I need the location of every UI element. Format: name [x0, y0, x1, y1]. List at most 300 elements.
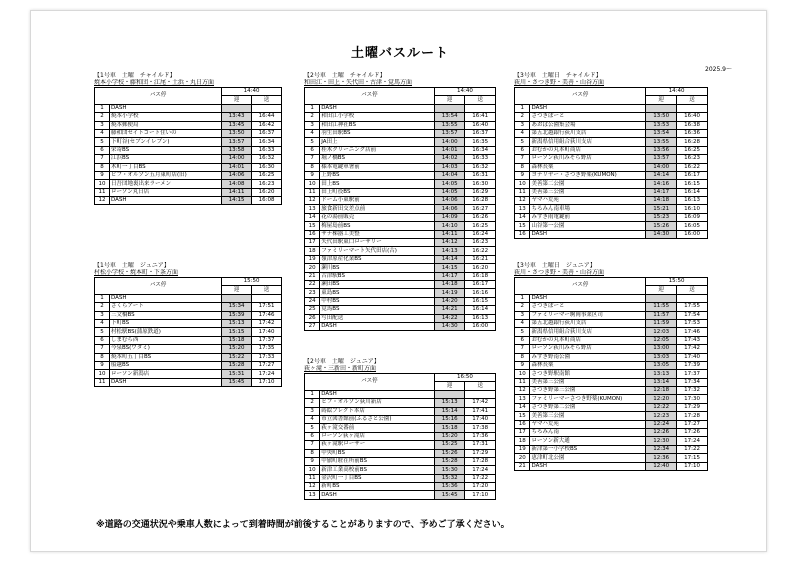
- timing-header: 15:50: [646, 278, 708, 286]
- stop-number: 16: [515, 420, 530, 428]
- stop-column-header: バス停: [95, 278, 222, 295]
- stop-number: 1: [515, 104, 530, 112]
- stop-name: 木町一丁目BS: [109, 163, 221, 171]
- arrive-time: 15:39: [222, 311, 252, 319]
- send-time: 17:29: [677, 403, 708, 411]
- arrive-time: 15:28: [434, 457, 465, 465]
- arrive-time: 13:57: [646, 155, 677, 163]
- stop-row: [305, 474, 496, 482]
- route-title: 【1号車 土曜 ジュニア】: [94, 262, 170, 269]
- stop-name: 中央町BS: [320, 449, 435, 457]
- send-time: 17:40: [465, 415, 496, 423]
- send-time: 16:00: [465, 322, 496, 330]
- stop-name: さつきぽーと: [530, 303, 646, 311]
- stop-number: 12: [305, 483, 320, 491]
- send-time: 17:40: [677, 353, 708, 361]
- stop-number: 9: [95, 171, 110, 179]
- send-time: 16:32: [465, 163, 496, 171]
- arrive-time: 15:26: [434, 449, 465, 457]
- stop-name: DASH: [109, 197, 221, 205]
- route-table: [514, 87, 708, 239]
- stop-number: 11: [515, 188, 530, 196]
- stop-number: 3: [95, 121, 110, 129]
- route-title: 【1号車 土曜 チャイルド】: [94, 72, 176, 79]
- send-time: 16:30: [465, 180, 496, 188]
- arrive-time: 14:01: [222, 163, 252, 171]
- stop-row: [515, 403, 708, 411]
- stop-row: [515, 138, 708, 146]
- stop-name: あおば公園集会場: [530, 121, 646, 129]
- arrive-time: 13:57: [222, 138, 252, 146]
- send-time: 16:32: [252, 155, 282, 163]
- arrive-time: 13:54: [646, 129, 677, 137]
- arrive-time: 13:14: [646, 378, 677, 386]
- stop-row: [95, 121, 282, 129]
- arrive-time: 13:00: [646, 345, 677, 353]
- stop-number: 5: [515, 138, 530, 146]
- stop-name: DASH: [109, 378, 221, 386]
- send-time: 16:20: [252, 188, 282, 196]
- stop-name: 荻ヶ滝駅ローザー: [320, 441, 435, 449]
- arrive-time: 12:26: [646, 429, 677, 437]
- send-time: 17:24: [252, 370, 282, 378]
- stop-row: [305, 171, 496, 179]
- stop-name: ヒフ・オルゾン荻川新店: [320, 399, 435, 407]
- arrive-header: 迎: [222, 286, 252, 294]
- send-time: 16:14: [465, 306, 496, 314]
- stop-number: 16: [515, 230, 530, 238]
- stop-row: [305, 180, 496, 188]
- arrive-time: 13:54: [434, 113, 465, 121]
- send-time: 16:33: [252, 146, 282, 154]
- stop-name: DASH: [530, 230, 646, 238]
- stop-row: [95, 146, 282, 154]
- stop-number: 11: [95, 378, 110, 386]
- arrive-time: 14:18: [434, 280, 465, 288]
- stop-name: 栄寄BS: [109, 146, 221, 154]
- stop-name: 江浜BS: [109, 155, 221, 163]
- stop-number: 2: [305, 113, 320, 121]
- route-title: 【3号車 土曜日 ジュニア】: [514, 262, 596, 269]
- send-time: 16:27: [465, 205, 496, 213]
- send-time: 16:38: [677, 121, 708, 129]
- stop-number: 9: [95, 361, 110, 369]
- send-header: 送: [465, 382, 496, 390]
- stop-name: 花の湯前販売: [320, 213, 435, 221]
- arrive-time: 15:28: [222, 361, 252, 369]
- arrive-time: 14:03: [434, 163, 465, 171]
- stop-number: 15: [305, 222, 320, 230]
- stop-number: 17: [515, 429, 530, 437]
- route-block-1: [94, 72, 282, 205]
- send-time: 17:42: [677, 345, 708, 353]
- stop-number: 9: [515, 361, 530, 369]
- stop-row: [515, 353, 708, 361]
- arrive-time: 12:40: [646, 462, 677, 470]
- stop-row: [515, 336, 708, 344]
- stop-name: 旅食新田交差点前: [320, 205, 435, 213]
- send-time: [252, 104, 282, 112]
- stop-row: [305, 289, 496, 297]
- send-time: 17:38: [465, 424, 496, 432]
- arrive-time: 12:24: [646, 420, 677, 428]
- send-time: 17:27: [677, 420, 708, 428]
- stop-number: 5: [95, 328, 110, 336]
- stop-row: [95, 345, 282, 353]
- stop-row: [95, 113, 282, 121]
- route-table: [514, 277, 708, 471]
- stop-row: [515, 113, 708, 121]
- arrive-time: 14:15: [434, 264, 465, 272]
- send-time: 16:05: [677, 222, 708, 230]
- arrive-time: 13:45: [222, 121, 252, 129]
- arrive-time: 15:31: [222, 370, 252, 378]
- stop-number: 18: [305, 247, 320, 255]
- arrive-time: 14:05: [434, 180, 465, 188]
- stop-number: 10: [95, 370, 110, 378]
- send-time: 16:28: [677, 138, 708, 146]
- stop-name: さつき野第二公園: [530, 403, 646, 411]
- arrive-time: 12:22: [646, 403, 677, 411]
- stop-number: 3: [305, 121, 320, 129]
- arrive-time: 14:22: [434, 314, 465, 322]
- arrive-time: 14:17: [434, 272, 465, 280]
- arrive-time: 15:14: [434, 407, 465, 415]
- route-table: [94, 87, 282, 205]
- arrive-time: [434, 104, 465, 112]
- send-time: 16:17: [465, 280, 496, 288]
- stop-row: [95, 336, 282, 344]
- arrive-time: 13:53: [646, 121, 677, 129]
- arrive-time: [646, 104, 677, 112]
- send-time: 16:09: [677, 213, 708, 221]
- stop-number: 5: [515, 328, 530, 336]
- page-title: 土曜バスルート: [350, 46, 449, 61]
- stop-number: 15: [515, 222, 530, 230]
- stop-number: 11: [95, 188, 110, 196]
- route-block-4: [94, 262, 282, 387]
- stop-number: 3: [95, 311, 110, 319]
- stop-row: [515, 129, 708, 137]
- route-area: 荻川・さつき野・美善・山谷方面: [514, 269, 605, 276]
- stop-name: 下町BS: [109, 319, 221, 327]
- stop-name: 瀬田BS: [320, 280, 435, 288]
- stop-number: 5: [305, 138, 320, 146]
- stop-number: 1: [515, 294, 530, 302]
- stop-row: [305, 213, 496, 221]
- timing-header: 16:50: [434, 374, 495, 382]
- send-time: 16:33: [465, 155, 496, 163]
- send-time: 16:35: [465, 138, 496, 146]
- send-time: 17:46: [252, 311, 282, 319]
- stop-name: 中旅町駐在所前BS: [320, 457, 435, 465]
- stop-number: 6: [305, 432, 320, 440]
- timing-header: 14:40: [434, 88, 495, 96]
- stop-name: 上野BS: [320, 171, 435, 179]
- stop-row: [515, 213, 708, 221]
- stop-number: 2: [515, 303, 530, 311]
- stop-row: [95, 138, 282, 146]
- stop-row: [305, 264, 496, 272]
- send-time: 16:37: [465, 129, 496, 137]
- arrive-time: 15:36: [434, 483, 465, 491]
- arrive-time: 14:00: [646, 163, 677, 171]
- stop-name: 村松駅BS(蒲原鉄道): [109, 328, 221, 336]
- stop-number: 7: [305, 155, 320, 163]
- send-time: 17:22: [465, 474, 496, 482]
- stop-number: 6: [305, 146, 320, 154]
- stop-name: 新津工業高校前BS: [320, 466, 435, 474]
- stop-number: 2: [515, 113, 530, 121]
- arrive-time: [434, 390, 465, 398]
- arrive-time: 14:06: [222, 171, 252, 179]
- stop-row: [515, 462, 708, 470]
- stop-row: [305, 197, 496, 205]
- stop-name: しまむら西: [109, 336, 221, 344]
- arrive-time: 14:30: [646, 230, 677, 238]
- arrive-time: 13:50: [222, 129, 252, 137]
- route-table: [304, 87, 496, 331]
- stop-row: [305, 113, 496, 121]
- stop-name: みずき野南公園: [530, 353, 646, 361]
- send-time: 16:18: [465, 272, 496, 280]
- arrive-time: 14:21: [434, 306, 465, 314]
- arrive-time: 13:13: [646, 370, 677, 378]
- arrive-time: 13:56: [646, 146, 677, 154]
- stop-name: 中村BS: [320, 297, 435, 305]
- stop-name: ビフ・オルゾン五月東町店(旧): [109, 171, 221, 179]
- stop-row: [515, 445, 708, 453]
- stop-name: ザナ梯器工美整: [320, 230, 435, 238]
- send-time: 17:55: [677, 303, 708, 311]
- stop-name: ちろみん南車場: [530, 205, 646, 213]
- stop-row: [95, 294, 282, 302]
- send-time: 16:22: [677, 163, 708, 171]
- stop-name: ローソン荻川みそら野店: [530, 345, 646, 353]
- route-block-6: [514, 262, 708, 471]
- stop-name: 焼本小学校: [109, 113, 221, 121]
- stop-row: [305, 297, 496, 305]
- stop-name: 荻ヶ滝交番前: [320, 424, 435, 432]
- arrive-time: 15:13: [434, 399, 465, 407]
- stop-row: [95, 370, 282, 378]
- stop-number: 6: [515, 146, 530, 154]
- stop-name: DASH: [109, 294, 221, 302]
- stop-row: [515, 197, 708, 205]
- send-header: 送: [252, 96, 282, 104]
- stop-row: [305, 146, 496, 154]
- stop-number: 12: [305, 197, 320, 205]
- send-time: 17:32: [677, 387, 708, 395]
- stop-number: 25: [305, 306, 320, 314]
- stop-number: 19: [515, 445, 530, 453]
- stop-name: 嶺津原産化業BS: [320, 255, 435, 263]
- stop-row: [515, 311, 708, 319]
- stop-row: [305, 322, 496, 330]
- stop-name: 藤和団セイトコート住いの: [109, 129, 221, 137]
- arrive-time: 15:25: [434, 441, 465, 449]
- stop-number: 10: [515, 370, 530, 378]
- send-time: 17:31: [465, 441, 496, 449]
- send-time: 16:42: [252, 121, 282, 129]
- arrive-time: 13:50: [646, 113, 677, 121]
- stop-name: 金沢町一丁目BS: [320, 474, 435, 482]
- arrive-time: 15:18: [222, 336, 252, 344]
- send-time: 16:15: [677, 180, 708, 188]
- stop-name: 梅屋島前BS: [320, 222, 435, 230]
- send-time: 16:13: [677, 197, 708, 205]
- send-time: 17:24: [677, 437, 708, 445]
- stop-row: [515, 328, 708, 336]
- arrive-header: 迎: [222, 96, 252, 104]
- send-time: 17:54: [677, 311, 708, 319]
- send-time: 17:28: [677, 412, 708, 420]
- stop-name: ヨナリヤー・さつき野薬(KUMON): [530, 171, 646, 179]
- stop-row: [515, 205, 708, 213]
- arrive-time: 14:08: [222, 180, 252, 188]
- stop-number: 6: [515, 336, 530, 344]
- stop-name: ちろみん南: [530, 429, 646, 437]
- arrive-time: 14:12: [434, 239, 465, 247]
- send-time: 17:10: [465, 491, 496, 499]
- stop-number: 1: [95, 294, 110, 302]
- stop-row: [515, 294, 708, 302]
- stop-number: 21: [515, 462, 530, 470]
- stop-name: DASH: [109, 104, 221, 112]
- stop-number: 10: [305, 466, 320, 474]
- stop-row: [305, 272, 496, 280]
- timing-header: 14:40: [646, 88, 708, 96]
- stop-name: 第五北越銀行荻川支店: [530, 129, 646, 137]
- arrive-time: 14:19: [434, 289, 465, 297]
- stop-number: 13: [515, 395, 530, 403]
- stop-number: 3: [305, 407, 320, 415]
- stop-row: [305, 188, 496, 196]
- stop-number: 2: [305, 399, 320, 407]
- arrive-time: 15:18: [434, 424, 465, 432]
- stop-row: [515, 454, 708, 462]
- arrive-time: 13:43: [222, 113, 252, 121]
- route-area: 焼本小学校・藤和団・江尾・土浜・丸日方面: [94, 79, 215, 86]
- arrive-time: 14:06: [434, 205, 465, 213]
- stop-row: [95, 319, 282, 327]
- stop-name: 新町BS: [320, 483, 435, 491]
- stop-number: 15: [515, 412, 530, 420]
- stop-row: [305, 466, 496, 474]
- arrive-time: 13:55: [434, 121, 465, 129]
- stop-row: [515, 188, 708, 196]
- arrive-time: 12:03: [646, 328, 677, 336]
- stop-row: [515, 420, 708, 428]
- stop-row: [305, 129, 496, 137]
- stop-number: 13: [305, 205, 320, 213]
- stop-name: 和田江小学校: [320, 113, 435, 121]
- stop-number: 4: [95, 319, 110, 327]
- route-area: 和田江・田上・矢代田・古津・覚馬方面: [304, 79, 413, 86]
- stop-row: [305, 280, 496, 288]
- stop-row: [95, 303, 282, 311]
- send-time: 16:00: [677, 230, 708, 238]
- send-time: 17:40: [252, 328, 282, 336]
- stop-number: 7: [95, 155, 110, 163]
- stop-name: 田上町役BS: [320, 188, 435, 196]
- stop-number: 11: [515, 378, 530, 386]
- stop-row: [305, 424, 496, 432]
- stop-name: 恵津町北公園: [530, 454, 646, 462]
- stop-number: 14: [515, 213, 530, 221]
- stop-name: 写田配送: [320, 314, 435, 322]
- arrive-header: 迎: [646, 96, 677, 104]
- arrive-time: 14:14: [434, 255, 465, 263]
- stop-name: 船越BS: [109, 361, 221, 369]
- arrive-time: 14:00: [222, 155, 252, 163]
- send-time: 16:40: [677, 113, 708, 121]
- stop-name: ローソン荻川みそら野店: [530, 155, 646, 163]
- stop-row: [305, 138, 496, 146]
- stop-name: ファミリーマー駒岡事業区司: [530, 311, 646, 319]
- stop-row: [305, 205, 496, 213]
- send-time: 16:15: [465, 297, 496, 305]
- stop-column-header: バス停: [305, 88, 435, 105]
- stop-row: [515, 361, 708, 369]
- send-time: 17:29: [465, 449, 496, 457]
- stop-number: 22: [305, 280, 320, 288]
- stop-row: [95, 155, 282, 163]
- arrive-time: 15:21: [646, 205, 677, 213]
- stop-number: 20: [515, 454, 530, 462]
- send-time: 16:10: [677, 205, 708, 213]
- stop-number: 12: [95, 197, 110, 205]
- stop-name: 桂木クリーニング店前: [320, 146, 435, 154]
- stop-row: [305, 415, 496, 423]
- arrive-time: 15:20: [222, 345, 252, 353]
- stop-name: 市立図書館前(ふるさと公園): [320, 415, 435, 423]
- stop-row: [95, 188, 282, 196]
- stop-row: [95, 129, 282, 137]
- stop-row: [515, 163, 708, 171]
- send-time: 17:28: [465, 457, 496, 465]
- stop-row: [305, 491, 496, 499]
- stop-row: [305, 163, 496, 171]
- stop-name: DASH: [320, 104, 435, 112]
- send-time: 17:35: [252, 345, 282, 353]
- stop-name: 覚馬BS: [320, 306, 435, 314]
- send-time: 16:23: [465, 239, 496, 247]
- arrive-time: 11:55: [646, 303, 677, 311]
- send-time: 16:44: [252, 113, 282, 121]
- send-time: 17:42: [252, 319, 282, 327]
- stop-number: 14: [305, 213, 320, 221]
- stop-name: 新津第一小学校BS: [530, 445, 646, 453]
- stop-number: 4: [305, 415, 320, 423]
- send-time: 17:43: [677, 336, 708, 344]
- send-time: 17:26: [677, 429, 708, 437]
- arrive-time: 15:32: [434, 474, 465, 482]
- stop-name: ヤマハ荒苑: [530, 420, 646, 428]
- arrive-time: 12:30: [646, 437, 677, 445]
- send-time: 16:41: [465, 113, 496, 121]
- stop-number: 4: [305, 129, 320, 137]
- stop-row: [305, 222, 496, 230]
- stop-row: [95, 163, 282, 171]
- route-area: 荻ヶ滝・三新田・新町方面: [304, 365, 377, 372]
- stop-number: 1: [305, 104, 320, 112]
- stop-number: 11: [305, 474, 320, 482]
- stop-number: 6: [95, 336, 110, 344]
- stop-name: 美善第三公園: [530, 378, 646, 386]
- arrive-header: 迎: [434, 382, 465, 390]
- stop-number: 7: [515, 345, 530, 353]
